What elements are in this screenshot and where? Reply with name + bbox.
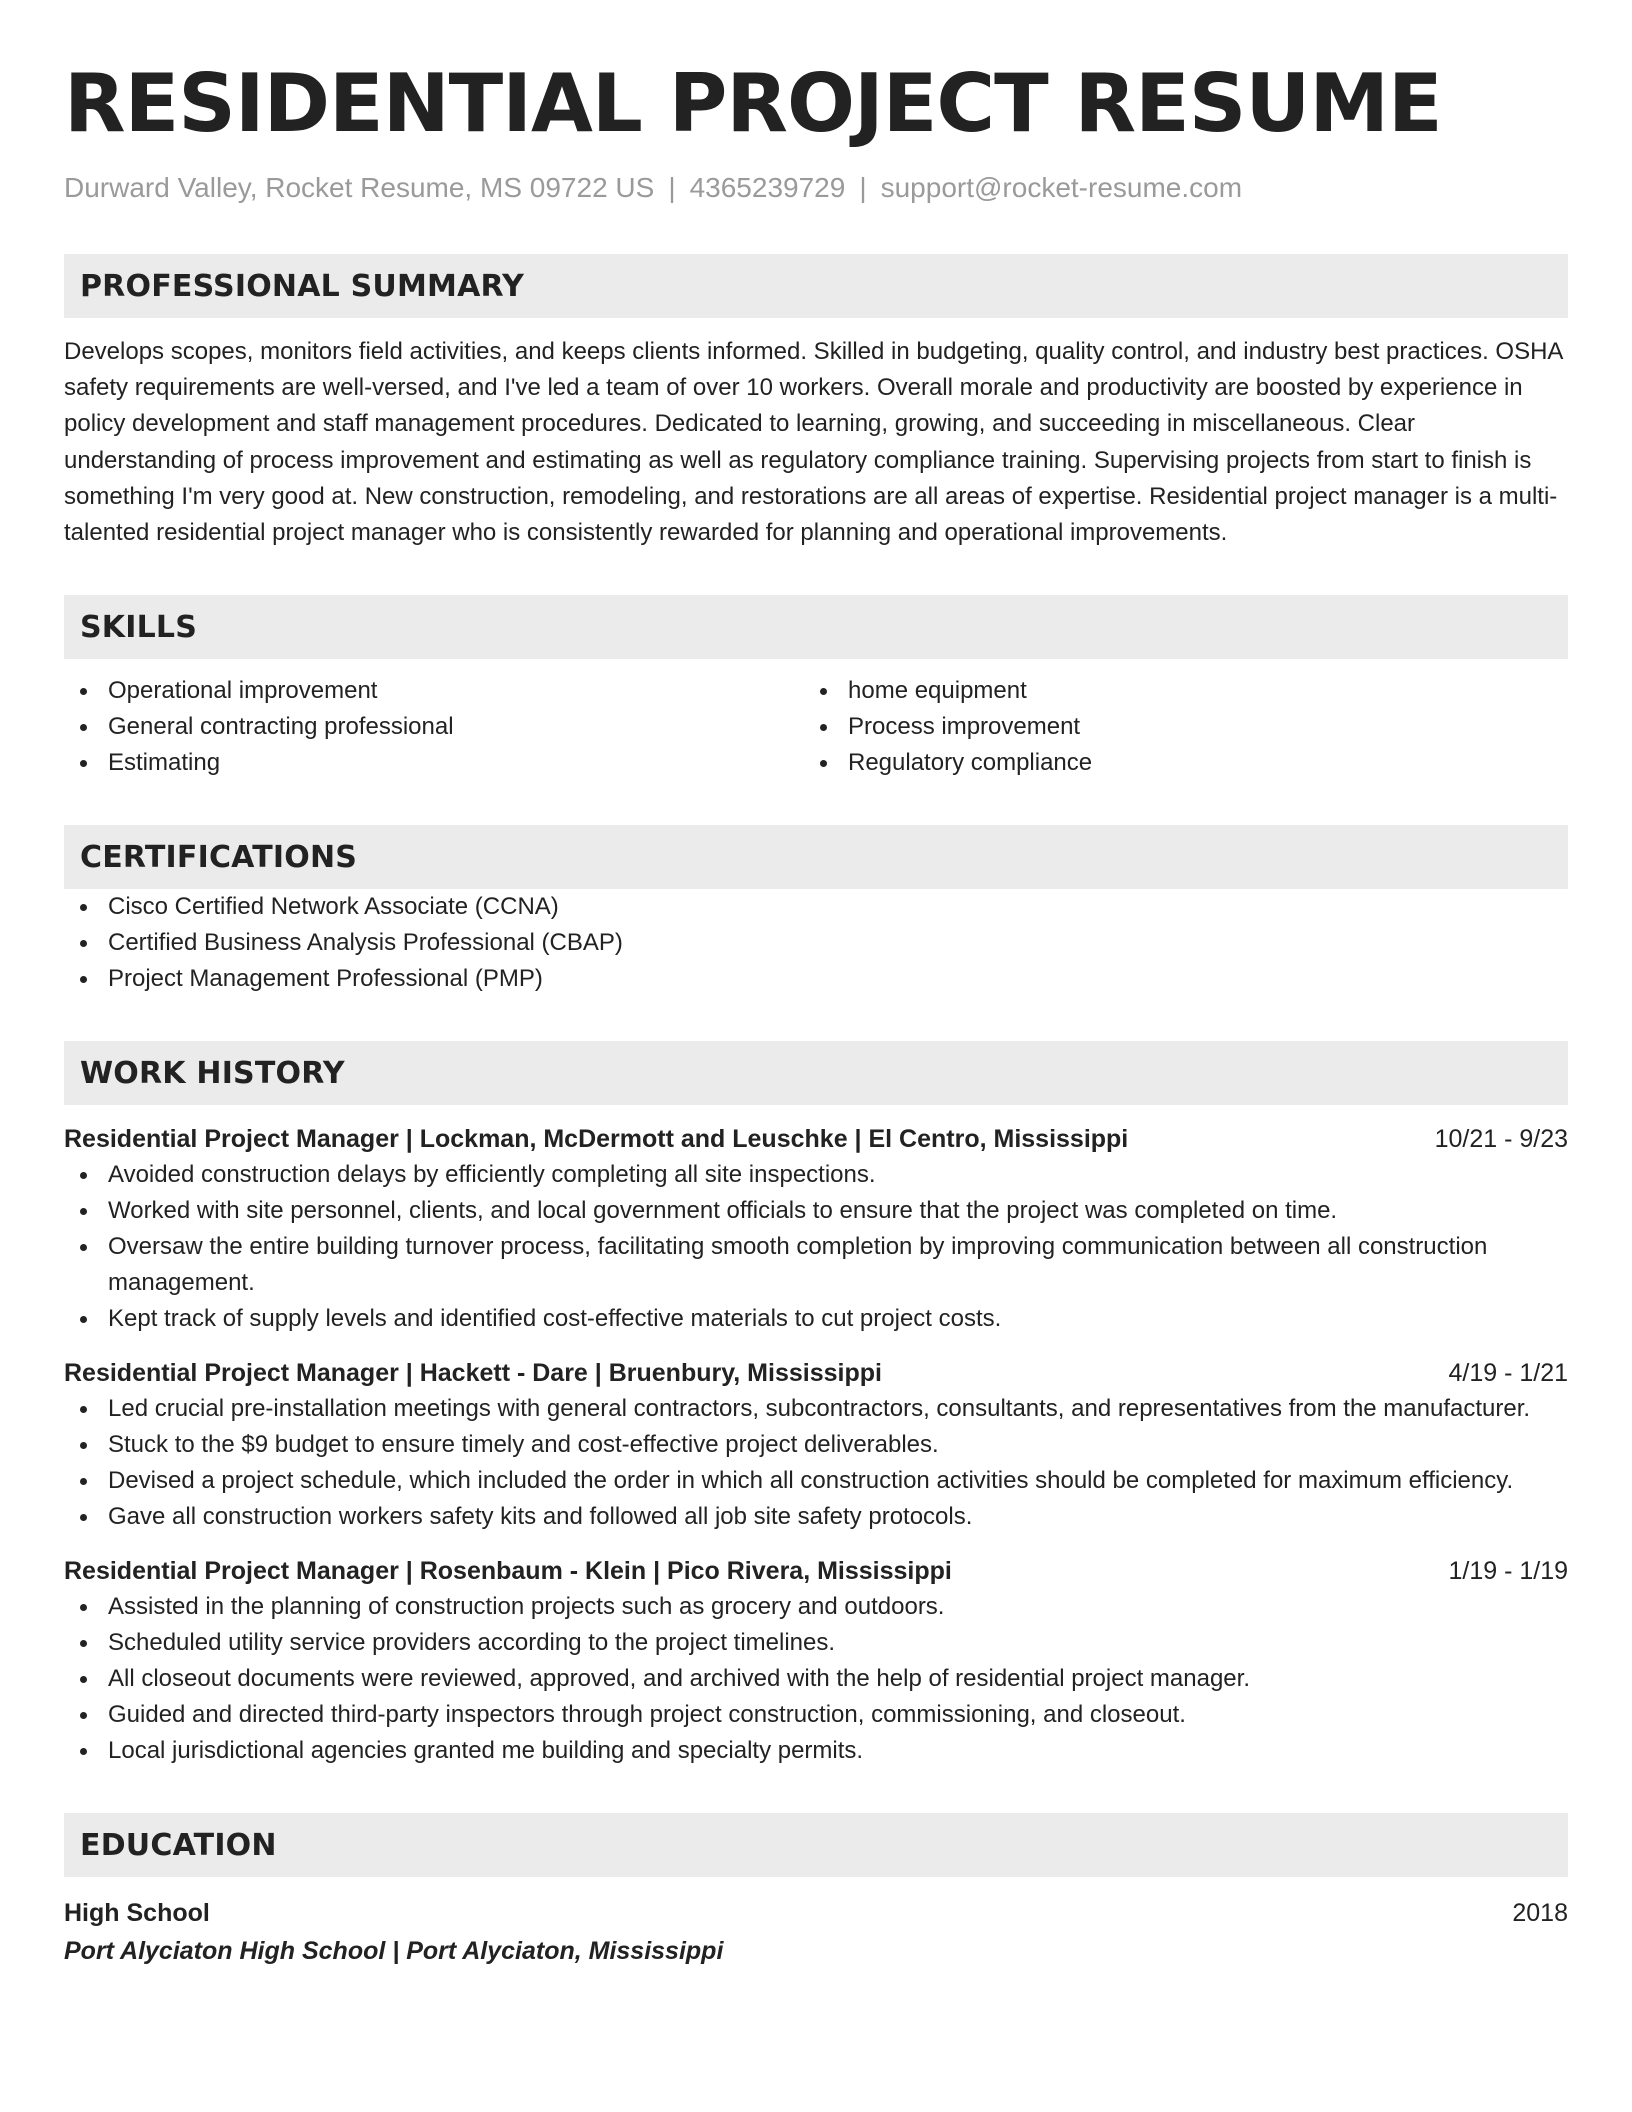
skills-list (64, 673, 1568, 781)
job-bullet-list (64, 1157, 1568, 1337)
certification-item: Certified Business Analysis Professional (CBAP) (64, 925, 1568, 961)
section-header-certifications: CERTIFICATIONS (64, 825, 1568, 889)
job-title: Residential Project Manager | Lockman, McDermott and Leuschke | El Centro, Mississippi (64, 1125, 1129, 1154)
certifications-list (64, 889, 1568, 997)
job-dates: 10/21 - 9/23 (1434, 1125, 1568, 1154)
job-bullet: Devised a project schedule, which included the order in which all construction activities should be completed for maximum efficiency. (64, 1463, 1568, 1499)
section-header-skills: SKILLS (64, 595, 1568, 659)
section-header-work-history: WORK HISTORY (64, 1041, 1568, 1105)
skills-column-right (804, 673, 1544, 781)
education-header (64, 1895, 1568, 1931)
contact-separator: | (668, 172, 676, 203)
job-dates: 4/19 - 1/21 (1448, 1359, 1568, 1388)
job-dates: 1/19 - 1/19 (1448, 1557, 1568, 1586)
job-bullet: Scheduled utility service providers according to the project timelines. (64, 1625, 1568, 1661)
job-bullet: Avoided construction delays by efficiently completing all site inspections. (64, 1157, 1568, 1193)
skills-column-left (64, 673, 804, 781)
job-bullet-list (64, 1391, 1568, 1535)
skill-item: General contracting professional (64, 709, 804, 745)
job-header (64, 1121, 1568, 1157)
education-school: Port Alyciaton High School | Port Alyciaton, Mississippi (64, 1937, 724, 1966)
skill-item: home equipment (804, 673, 1544, 709)
job-title: Residential Project Manager | Rosenbaum - Klein | Pico Rivera, Mississippi (64, 1557, 952, 1586)
contact-separator: | (859, 172, 867, 203)
job-bullet: Stuck to the $9 budget to ensure timely and cost-effective project deliverables. (64, 1427, 1568, 1463)
job-title: Residential Project Manager | Hackett - Dare | Bruenbury, Mississippi (64, 1359, 882, 1388)
job-bullet: Worked with site personnel, clients, and local government officials to ensure that the project was completed on time. (64, 1193, 1568, 1229)
certification-item: Cisco Certified Network Associate (CCNA) (64, 889, 1568, 925)
contact-address: Durward Valley, Rocket Resume, MS 09722 US (64, 172, 655, 203)
contact-phone: 4365239729 (689, 172, 846, 203)
job-bullet: Local jurisdictional agencies granted me building and specialty permits. (64, 1733, 1568, 1769)
job-bullet: Assisted in the planning of construction projects such as grocery and outdoors. (64, 1589, 1568, 1625)
certification-item: Project Management Professional (PMP) (64, 961, 1568, 997)
contact-line (64, 170, 1568, 206)
education-year: 2018 (1512, 1899, 1568, 1928)
skill-item: Operational improvement (64, 673, 804, 709)
job-bullet-list (64, 1589, 1568, 1769)
job-bullet: Gave all construction workers safety kits and followed all job site safety protocols. (64, 1499, 1568, 1535)
job-bullet: Kept track of supply levels and identified cost-effective materials to cut project costs. (64, 1301, 1568, 1337)
job-bullet: Led crucial pre-installation meetings with general contractors, subcontractors, consultants, and representatives from the manufacturer. (64, 1391, 1568, 1427)
skill-item: Regulatory compliance (804, 745, 1544, 781)
skill-item: Estimating (64, 745, 804, 781)
contact-email[interactable]: support@rocket-resume.com (880, 172, 1243, 203)
skill-item: Process improvement (804, 709, 1544, 745)
resume-title: RESIDENTIAL PROJECT RESUME (64, 57, 1442, 150)
job-bullet: Guided and directed third-party inspectors through project construction, commissioning, and closeout. (64, 1697, 1568, 1733)
education-degree: High School (64, 1899, 210, 1928)
section-header-education: EDUCATION (64, 1813, 1568, 1877)
job-bullet: All closeout documents were reviewed, approved, and archived with the help of residential project manager. (64, 1661, 1568, 1697)
job-bullet: Oversaw the entire building turnover process, facilitating smooth completion by improving communication between all construction management. (64, 1229, 1568, 1301)
job-header (64, 1553, 1568, 1589)
summary-text: Develops scopes, monitors field activities, and keeps clients informed. Skilled in budgeting, quality control, and industry best practices. OSHA safety requirements are well-versed, and I've led a team of over 10 workers. Overall morale and productivity are boosted by experience in policy development and staff management procedures. Dedicated to learning, growing, and succeeding in miscellaneous. Clear understanding of process improvement and estimating as well as regulatory compliance training. Supervising projects from start to finish is something I'm very good at. New construction, remodeling, and restorations are all areas of expertise. Residential project manager is a multi-talented residential project manager who is consistently rewarded for planning and operational improvements. (64, 338, 1563, 547)
section-header-summary: PROFESSIONAL SUMMARY (64, 254, 1568, 318)
job-header (64, 1355, 1568, 1391)
